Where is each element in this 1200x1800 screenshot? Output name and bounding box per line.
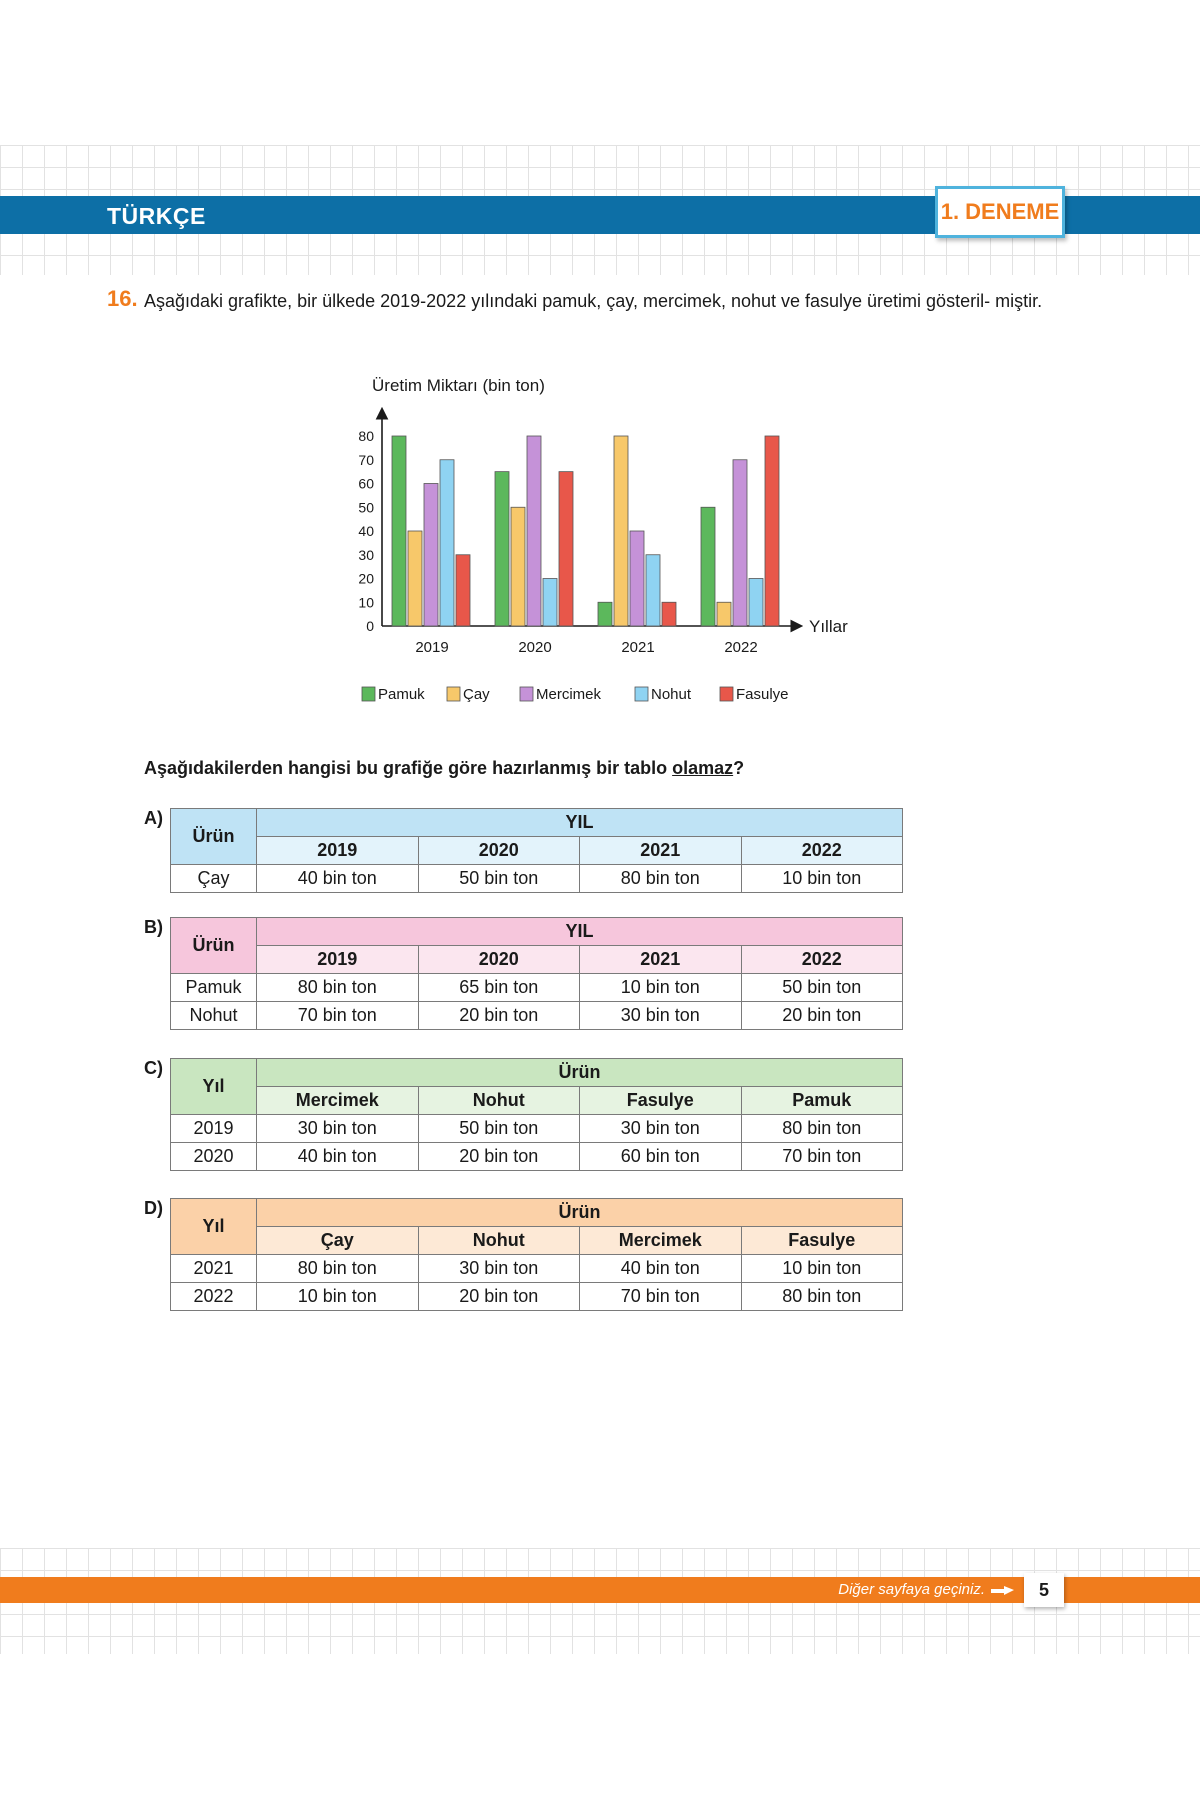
legend-swatch [520,687,533,701]
table-row [171,865,903,893]
table-cell: 80 bin ton [580,865,742,893]
table-row [171,1115,903,1143]
table-cell: 30 bin ton [580,1115,742,1143]
bar-pamuk-2020 [495,472,509,626]
y-tick-label: 70 [358,451,374,468]
legend-item [362,686,425,703]
option-d-table [170,1198,903,1311]
table-cell: 10 bin ton [580,974,742,1002]
y-tick-label: 60 [358,475,374,492]
table-corner: Yıl [171,1199,257,1255]
table-cell: 50 bin ton [741,974,903,1002]
option-b-letter[interactable]: B) [144,917,163,937]
y-tick-label: 10 [358,594,374,611]
option-b-table [170,917,903,1030]
option-c-letter[interactable]: C) [144,1058,163,1078]
pointing-hand-icon [990,1584,1016,1598]
table-row [171,1143,903,1171]
column-header: Fasulye [741,1227,903,1255]
table-cell: 10 bin ton [257,1283,419,1311]
bar-mercimek-2020 [527,436,541,626]
bar-mercimek-2021 [630,531,644,626]
question-text: Aşağıdaki grafikte, bir ülkede 2019-2022 yılındaki pamuk, çay, mercimek, nohut ve fasulye üretimi gösteril- miştir. [144,291,1043,311]
row-label: 2020 [171,1143,257,1171]
column-header: 2022 [741,946,903,974]
bar-mercimek-2022 [733,460,747,626]
table-row [171,1283,903,1311]
prompt-end: ? [733,758,745,778]
row-label: 2022 [171,1283,257,1311]
option-c-table [170,1058,903,1171]
option-a-letter[interactable]: A) [144,808,163,828]
legend-item [635,686,692,703]
table-cell: 80 bin ton [741,1115,903,1143]
row-label: Çay [171,865,257,893]
bar-çay-2022 [717,602,731,626]
table-cell: 40 bin ton [257,1143,419,1171]
table-cell: 80 bin ton [741,1283,903,1311]
column-header: Nohut [418,1227,580,1255]
legend-label: Pamuk [378,686,425,703]
table-corner: Yıl [171,1059,257,1115]
bar-chart [340,365,860,715]
y-tick-label: 20 [358,570,374,587]
table-group-header: YIL [257,809,903,837]
y-tick-label: 80 [358,428,374,444]
legend-swatch [362,687,375,701]
table-cell: 40 bin ton [257,865,419,893]
table-cell: 65 bin ton [418,974,580,1002]
column-header: 2020 [418,946,580,974]
table-row [171,1002,903,1030]
table-cell: 60 bin ton [580,1143,742,1171]
table-cell: 50 bin ton [418,1115,580,1143]
bar-nohut-2021 [646,555,660,626]
prompt-underlined: olamaz [672,758,734,778]
table-cell: 80 bin ton [257,974,419,1002]
legend-label: Nohut [651,686,692,703]
bar-pamuk-2021 [598,602,612,626]
table-cell: 70 bin ton [257,1002,419,1030]
table-cell: 10 bin ton [741,1255,903,1283]
bar-fasulye-2019 [456,555,470,626]
footer-bar [0,1577,1200,1603]
table-cell: 20 bin ton [418,1143,580,1171]
page-number: 5 [1024,1573,1064,1607]
x-tick-label: 2019 [415,639,449,656]
table-cell: 80 bin ton [257,1255,419,1283]
table-cell: 70 bin ton [580,1283,742,1311]
table-cell: 20 bin ton [418,1002,580,1030]
table-group-header: Ürün [257,1059,903,1087]
table-cell: 50 bin ton [418,865,580,893]
legend-item [447,686,490,703]
table-cell: 30 bin ton [257,1115,419,1143]
x-tick-label: 2022 [724,639,758,656]
column-header: 2019 [257,946,419,974]
y-tick-label: 0 [366,618,374,634]
bar-çay-2019 [408,531,422,626]
table-group-header: Ürün [257,1199,903,1227]
chart-ylabel: Üretim Miktarı (bin ton) [372,376,545,395]
question-prompt [144,758,744,779]
column-header: Fasulye [580,1087,742,1115]
option-a-table [170,808,903,893]
bar-nohut-2019 [440,460,454,626]
table-group-header: YIL [257,918,903,946]
row-label: Pamuk [171,974,257,1002]
subject-title: TÜRKÇE [107,203,206,229]
table-cell: 40 bin ton [580,1255,742,1283]
y-tick-label: 40 [358,523,374,539]
bar-pamuk-2019 [392,436,406,626]
table-corner: Ürün [171,809,257,865]
table-cell: 30 bin ton [580,1002,742,1030]
legend-item [520,686,602,703]
legend-swatch [447,687,460,701]
next-page-text[interactable]: Diğer sayfaya geçiniz. [838,1581,985,1598]
row-label: 2019 [171,1115,257,1143]
legend-swatch [720,687,733,701]
prompt-text: Aşağıdakilerden hangisi bu grafiğe göre hazırlanmış bir tablo [144,758,673,778]
bar-fasulye-2020 [559,472,573,626]
column-header: Çay [257,1227,419,1255]
y-tick-label: 30 [358,546,374,563]
legend-label: Fasulye [736,686,789,703]
row-label: Nohut [171,1002,257,1030]
legend-item [720,686,789,703]
table-cell: 20 bin ton [418,1283,580,1311]
x-tick-label: 2020 [518,639,552,656]
bar-nohut-2022 [749,579,763,627]
column-header: 2019 [257,837,419,865]
legend-label: Mercimek [536,686,602,703]
table-row [171,1255,903,1283]
column-header: Mercimek [580,1227,742,1255]
question-number: 16. [107,286,138,311]
bar-çay-2021 [614,436,628,626]
x-tick-label: 2021 [621,639,655,656]
y-tick-label: 50 [358,499,374,516]
exam-badge: 1. DENEME [935,186,1065,238]
table-cell: 30 bin ton [418,1255,580,1283]
table-cell: 70 bin ton [741,1143,903,1171]
column-header: 2021 [580,837,742,865]
column-header: Mercimek [257,1087,419,1115]
column-header: 2020 [418,837,580,865]
legend-swatch [635,687,648,701]
column-header: 2022 [741,837,903,865]
bar-fasulye-2021 [662,602,676,626]
table-corner: Ürün [171,918,257,974]
bar-çay-2020 [511,507,525,626]
bar-fasulye-2022 [765,436,779,626]
table-row [171,974,903,1002]
row-label: 2021 [171,1255,257,1283]
column-header: Pamuk [741,1087,903,1115]
option-d-letter[interactable]: D) [144,1198,163,1218]
legend-label: Çay [463,686,490,703]
bar-mercimek-2019 [424,484,438,627]
table-cell: 20 bin ton [741,1002,903,1030]
column-header: 2021 [580,946,742,974]
bar-pamuk-2022 [701,507,715,626]
table-cell: 10 bin ton [741,865,903,893]
bar-nohut-2020 [543,579,557,627]
column-header: Nohut [418,1087,580,1115]
chart-xlabel: Yıllar [809,617,848,636]
